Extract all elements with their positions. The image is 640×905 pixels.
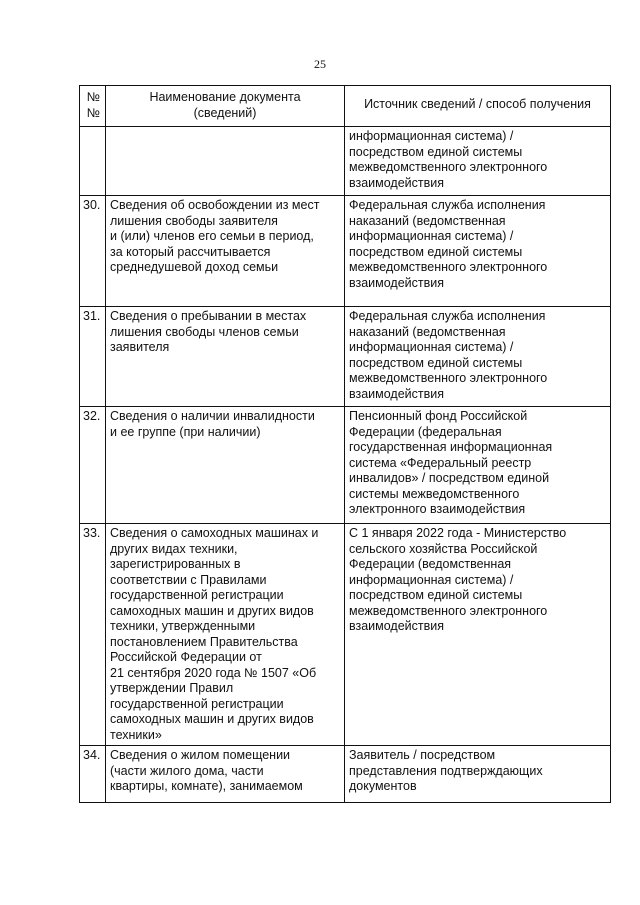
row-source: информационная система) / посредством единой системы межведомственного электронного взаимодействия (345, 127, 611, 196)
row-source: Федеральная служба исполнения наказаний (ведомственная информационная система) / посредством единой системы межведомственного электронного взаимодействия (345, 307, 611, 407)
row-document-name: Сведения о жилом помещении (части жилого дома, части квартиры, комнате), занимаемом (106, 746, 345, 803)
row-source: Федеральная служба исполнения наказаний (ведомственная информационная система) / посредством единой системы межведомственного электронного взаимодействия (345, 196, 611, 307)
table-row (80, 407, 611, 524)
row-source: Заявитель / посредством представления подтверждающих документов (345, 746, 611, 803)
row-document-name (106, 127, 345, 196)
row-number: 34. (80, 746, 106, 803)
row-source: Пенсионный фонд Российской Федерации (федеральная государственная информационная система «Федеральный реестр инвалидов» / посредством единой системы межведомственного электронного взаимодействия (345, 407, 611, 524)
table-row (80, 127, 611, 196)
row-document-name: Сведения об освобождении из мест лишения свободы заявителя и (или) членов его семьи в период, за который рассчитывается среднедушевой доход семьи (106, 196, 345, 307)
header-source: Источник сведений / способ получения (345, 86, 611, 127)
row-number: 30. (80, 196, 106, 307)
row-number: 33. (80, 524, 106, 746)
row-document-name: Сведения о самоходных машинах и других видах техники, зарегистрированных в соответствии с Правилами государственной регистрации самоходных машин и других видов техники, утвержденными постановлением Правительства Российской Федерации от 21 сентября 2020 года № 1507 «Об утверждении Правил государственной регистрации самоходных машин и других видов техники» (106, 524, 345, 746)
table-header-row (80, 86, 611, 127)
page-number: 25 (314, 57, 326, 71)
row-number (80, 127, 106, 196)
table-row (80, 196, 611, 307)
row-document-name: Сведения о наличии инвалидности и ее группе (при наличии) (106, 407, 345, 524)
documents-table (79, 85, 611, 803)
row-number: 31. (80, 307, 106, 407)
row-document-name: Сведения о пребывании в местах лишения свободы членов семьи заявителя (106, 307, 345, 407)
table-row (80, 307, 611, 407)
header-number: № № (80, 86, 106, 127)
row-source: С 1 января 2022 года - Министерство сельского хозяйства Российской Федерации (ведомственная информационная система) / посредством единой системы межведомственного электронного взаимодействия (345, 524, 611, 746)
table-row (80, 746, 611, 803)
table-row (80, 524, 611, 746)
row-number: 32. (80, 407, 106, 524)
header-document-name: Наименование документа (сведений) (106, 86, 345, 127)
